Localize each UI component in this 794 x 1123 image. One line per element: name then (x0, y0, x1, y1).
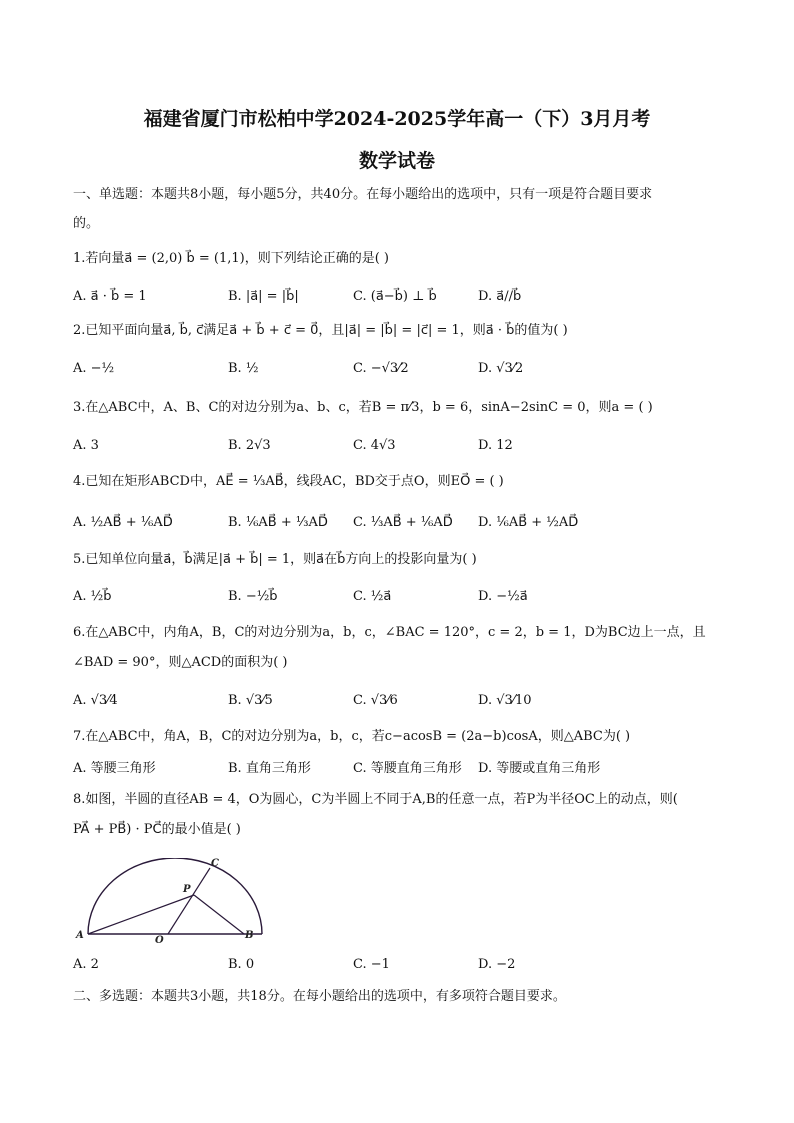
q3-option-d: D. 12 (478, 438, 513, 453)
q4-option-c: C. ⅓AB⃗ + ⅙AD⃗ (353, 515, 453, 530)
q7-option-c: C. 等腰直角三角形 (353, 761, 462, 776)
label-p: P (183, 884, 191, 895)
q6-option-a: A. √3⁄4 (73, 693, 118, 708)
exam-title: 福建省厦门市松柏中学2024-2025学年高一（下）3月月考 (143, 108, 651, 130)
label-a: A (76, 930, 84, 941)
section2-heading: 二、多选题：本题共3小题，共18分。在每小题给出的选项中，有多项符合题目要求。 (73, 989, 566, 1004)
q8-option-d: D. −2 (478, 957, 516, 972)
radius-oc (168, 868, 210, 934)
label-b: B (245, 930, 254, 941)
q5-option-d: D. −½a⃗ (478, 589, 528, 604)
q8-option-b: B. 0 (228, 957, 255, 972)
segment-pa (88, 895, 194, 934)
q7-option-d: D. 等腰或直角三角形 (478, 761, 601, 776)
q6-option-b: B. √3⁄5 (228, 693, 273, 708)
q6-stem-cont: ∠BAD = 90°，则△ACD的面积为( ) (73, 655, 288, 670)
q7-option-b: B. 直角三角形 (228, 761, 311, 776)
q8-option-a: A. 2 (73, 957, 99, 972)
q2-option-c: C. −√3⁄2 (353, 361, 409, 376)
q3-option-b: B. 2√3 (228, 438, 271, 453)
q8-stem: 8.如图，半圆的直径AB = 4，O为圆心，C为半圆上不同于A,B的任意一点，若P为半径OC上的动点，则( (73, 792, 678, 807)
label-c: C (211, 858, 219, 869)
q3-option-c: C. 4√3 (353, 438, 396, 453)
q1-option-a: A. a⃗ · b⃗ = 1 (73, 289, 147, 304)
section1-heading: 一、单选题：本题共8小题，每小题5分，共40分。在每小题给出的选项中，只有一项是符合题目要求 (73, 187, 653, 202)
q5-stem: 5.已知单位向量a⃗，b⃗满足|a⃗ + b⃗| = 1，则a⃗在b⃗方向上的投影向量为( ) (73, 552, 477, 567)
q2-option-a: A. −½ (73, 361, 115, 376)
q1-option-d: D. a⃗//b⃗ (478, 289, 522, 304)
exam-subtitle: 数学试卷 (358, 150, 435, 172)
q4-option-d: D. ⅙AB⃗ + ½AD⃗ (478, 515, 579, 530)
q8-option-c: C. −1 (353, 957, 390, 972)
label-o: O (155, 935, 164, 946)
segment-pb (194, 895, 244, 934)
q6-option-c: C. √3⁄6 (353, 693, 398, 708)
q1-stem: 1.若向量a⃗ = (2,0) b⃗ = (1,1)，则下列结论正确的是( ) (73, 251, 389, 266)
q2-stem: 2.已知平面向量a⃗, b⃗, c⃗满足a⃗ + b⃗ + c⃗ = 0⃗，且|a⃗| = |b⃗| = |c⃗| = 1，则a⃗ · b⃗的值为( ) (73, 323, 568, 338)
q3-option-a: A. 3 (73, 438, 99, 453)
q5-option-a: A. ½b⃗ (73, 589, 112, 604)
q1-option-b: B. |a⃗| = |b⃗| (228, 289, 299, 304)
q6-stem: 6.在△ABC中，内角A，B，C的对边分别为a，b，c，∠BAC = 120°，c = 2，b = 1，D为BC边上一点，且 (73, 625, 706, 640)
q2-option-b: B. ½ (228, 361, 259, 376)
q7-option-a: A. 等腰三角形 (73, 761, 156, 776)
q7-stem: 7.在△ABC中，角A，B，C的对边分别为a，b，c，若c−acosB = (2a−b)cosA，则△ABC为( ) (73, 729, 631, 744)
q6-option-d: D. √3⁄10 (478, 693, 532, 708)
q1-option-c: C. (a⃗−b⃗) ⊥ b⃗ (353, 289, 437, 304)
section1-heading-cont: 的。 (73, 216, 100, 231)
q4-option-a: A. ½AB⃗ + ⅙AD⃗ (73, 515, 173, 530)
q5-option-c: C. ½a⃗ (353, 589, 392, 604)
semicircle-figure (70, 858, 270, 948)
q4-option-b: B. ⅙AB⃗ + ⅓AD⃗ (228, 515, 328, 530)
q2-option-d: D. √3⁄2 (478, 361, 524, 376)
q5-option-b: B. −½b⃗ (228, 589, 278, 604)
q4-stem: 4.已知在矩形ABCD中，AE⃗ = ⅓AB⃗，线段AC，BD交于点O，则EO⃗ = ( ) (73, 474, 504, 489)
q3-stem: 3.在△ABC中，A、B、C的对边分别为a、b、c，若B = π⁄3，b = 6，sinA−2sinC = 0，则a = ( ) (73, 400, 653, 415)
q8-stem-cont: PA⃗ + PB⃗) · PC⃗的最小值是( ) (73, 822, 241, 837)
